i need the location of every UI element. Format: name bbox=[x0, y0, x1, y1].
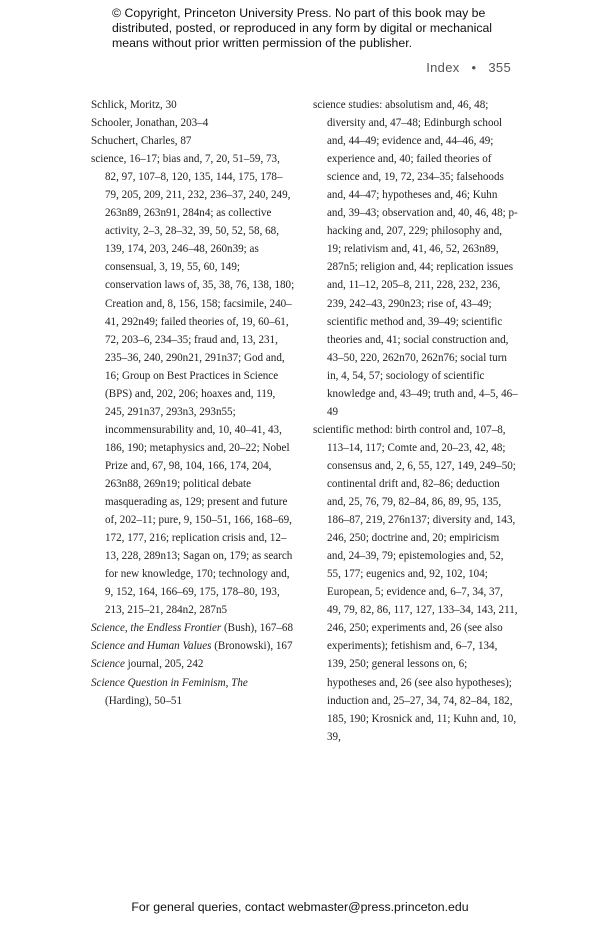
entry-locators: (Bronowski), 167 bbox=[211, 640, 293, 653]
entry-locators: (Harding), 50–51 bbox=[105, 694, 183, 707]
book-title: Science, the Endless Frontier bbox=[91, 622, 222, 635]
entry-locators: (Bush), 167–68 bbox=[221, 622, 294, 635]
index-column-left bbox=[91, 96, 296, 710]
contact-footer: For general queries, contact webmaster@press.princeton.edu bbox=[131, 900, 469, 914]
index-entry-science-studies: science studies: absolutism and, 46, 48; diversity and, 47–48; Edinburgh school and, 44–49; evidence and, 44–46, 49; experience and, 40; failed theories of science and, 19, 72, 234–35; falsehoods and, 44–47; hypotheses and, 46; Kuhn and, 39–43; observation and, 40, 46, 48; p-hacking and, 207, 229; philosophy and, 19; relativism and, 41, 46, 52, 263n89, 287n5; religion and, 44; replication issues and, 11–12, 205–8, 211, 228, 232, 236, 239, 242–43, 290n23; rise of, 43–49; scientific method and, 39–49; scientific theories and, 41; social construction and, 43–50, 220, 262n70, 262n76; social turn in, 4, 54, 57; sociology of scientific knowledge and, 43–49; truth and, 4–5, 46–49 bbox=[313, 99, 518, 418]
index-entry-scientific-method: scientific method: birth control and, 107–8, 113–14, 117; Comte and, 20–23, 42, 48; consensus and, 2, 6, 55, 127, 149, 249–50; continental drift and, 82–86; deduction and, 25, 76, 79, 82–84, 86, 89, 95, 135, 186–87, 219, 276n137; diversity and, 143, 246, 250; doctrine and, 20; empiricism and, 24–39, 79; epistemologies and, 52, 55, 177; eugenics and, 92, 102, 104; European, 5; evidence and, 6–7, 34, 37, 49, 79, 82, 86, 117, 127, 133–34, 143, 211, 246, 250; experiments and, 26 (see also experiments); fetishism and, 6–7, 134, 139, 250; general lessons on, 6; hypotheses and, 26 (see also hypotheses); induction and, 25–27, 34, 74, 82–84, 182, 185, 190; Krosnick and, 11; Kuhn and, 10, 39, bbox=[313, 423, 518, 743]
book-title: Science and Human Values bbox=[91, 640, 212, 653]
book-title: Science Question in Feminism, The bbox=[91, 676, 248, 689]
copyright-notice: © Copyright, Princeton University Press. No part of this book may be distributed, posted, or reproduced in any form by digital or mechanical means without prior written permission of the publisher. bbox=[112, 6, 493, 50]
index-entry-schuchert: Schuchert, Charles, 87 bbox=[91, 135, 192, 148]
index-entry-science: science, 16–17; bias and, 7, 20, 51–59, 73, 82, 97, 107–8, 120, 135, 144, 175, 178–79, 205, 209, 211, 232, 236–37, 240, 249, 263n89, 263n91, 284n4; as collective activity, 2–3, 28–32, 39, 50, 52, 58, 68, 139, 174, 203, 246–48, 260n39; as consensual, 3, 19, 55, 60, 149; conservation laws of, 35, 38, 76, 138, 180; Creation and, 8, 156, 158; facsimile, 240–41, 292n49; failed theories of, 19, 60–61, 72, 203–6, 234–35; fraud and, 13, 231, 235–36, 240, 290n21, 291n37; God and, 16; Group on Best Practices in Science (BPS) and, 202, 206; hoaxes and, 119, 245, 291n37, 293n3, 293n55; incommensurability and, 10, 40–41, 43, 186, 190; metaphysics and, 20–22; Nobel Prize and, 67, 98, 104, 166, 174, 204, 263n88, 269n19; political debate masquerading as, 129; present and future of, 202–11; pure, 9, 150–51, 166, 168–69, 172, 177, 216; replication crisis and, 12–13, 228, 289n13; Sagan on, 179; as search for new knowledge, 170; technology and, 9, 152, 164, 166–69, 175, 178–80, 193, 213, 215–21, 284n2, 287n5 bbox=[91, 153, 295, 617]
index-entry-human-values bbox=[91, 637, 296, 655]
index-entry-science-journal bbox=[91, 655, 296, 673]
entry-locators: journal, 205, 242 bbox=[124, 658, 204, 671]
running-head-section: Index bbox=[426, 60, 460, 75]
index-column-right bbox=[313, 96, 518, 746]
page-number: 355 bbox=[488, 60, 511, 75]
running-head bbox=[426, 60, 511, 75]
index-entry-schooler: Schooler, Jonathan, 203–4 bbox=[91, 117, 209, 130]
running-head-bullet: • bbox=[471, 60, 477, 75]
index-entry-endless-frontier bbox=[91, 619, 296, 637]
index-entry-schlick: Schlick, Moritz, 30 bbox=[91, 99, 177, 111]
journal-title: Science bbox=[91, 658, 125, 671]
index-entry-science-question bbox=[91, 674, 296, 710]
